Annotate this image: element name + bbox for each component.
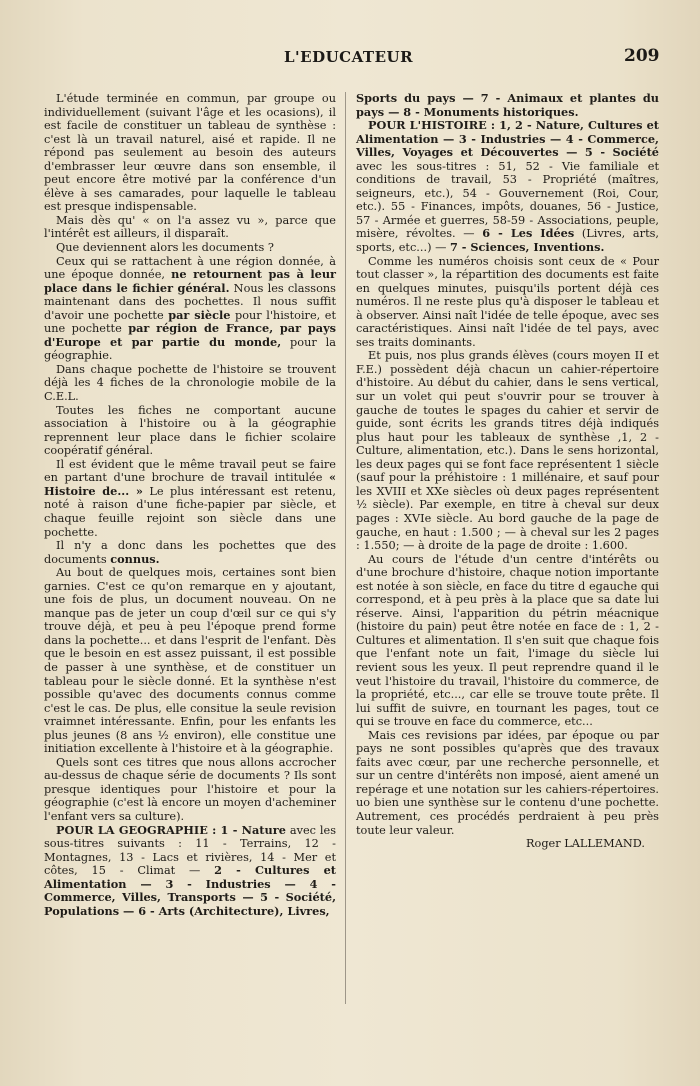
text-run: Le plus intéressant est retenu, noté à raison d'une fiche-papier par siècle, et chaque feuille rejoint son siècle dans une pochette. — [44, 484, 336, 539]
text-run: Nous les classons maintenant dans des pochettes. Il nous suffit d'avoir une pochette — [44, 281, 336, 322]
paragraph: Et puis, nos plus grands élèves (cours moyen II et F.E.) possèdent déjà chacun un cahier-répertoire d'histoire. Au début du cahier, dans le sens vertical, sur un volet qui peut s'ouvrir pour se trouver à gauche de toutes le spages du cahier et servir de guide, sont écrits les grands titres déjà indiqués plus haut pour les tableaux de synthèse ,1, 2 - Culture, alimentation, etc.). Dans le sens horizontal, les deux pages qui se font face représentent 1 siècle (sauf pour la préhistoire : 1 millénaire, et sauf pour les XVIII et XXe siècles où deux pages représentent ½ siècle). Par exemple, en titre à cheval sur deux pages : XVIe siècle. Au bord gauche de la page de gauche, en haut : 1.500 ; — à cheval sur les 2 pages : 1.550; — à droite de la page de droite : 1.600. — [356, 349, 659, 553]
history-paragraph — [356, 119, 659, 254]
text-run: Il est évident que le même travail peut se faire en partant d'une brochure de travail intitulée — [44, 457, 336, 485]
paragraph: Mais dès qu' « on l'a assez vu », parce que l'intérêt est ailleurs, il disparaît. — [44, 213, 336, 241]
page-header — [0, 46, 700, 72]
text-run: Il n'y a donc dans les pochettes que des documents — [44, 539, 336, 566]
paragraph — [356, 92, 659, 119]
geography-paragraph — [44, 824, 336, 919]
paragraph: Toutes les fiches ne comportant aucune association à l'histoire ou à la géographie reprennent leur place dans le fichier scolaire coopératif général. — [44, 403, 336, 458]
paragraph: L'étude terminée en commun, par groupe ou individuellement (suivant l'âge et les ocasions), il est facile de constituer un tableau de synthèse : c'est là un travail naturel, aisé et rapide. Il ne répond pas seulement au besoin des auteurs d'embrasser leur œuvre dans son ensemble, il peut encore être motivé par la conférence d'un élève à ses camarades, pour laquelle le tableau est presque indispensable. — [44, 92, 336, 214]
bold-text: 6 - Les Idées — [482, 226, 575, 241]
author-signature: Roger LALLEMAND. — [526, 837, 645, 851]
bold-text: par siècle — [168, 307, 231, 322]
bold-text: POUR LA GEOGRAPHIE : 1 - Nature — [56, 822, 286, 837]
page-number: 209 — [624, 46, 660, 66]
text-run: avec les sous-titres suivants : 11 - Terrains, 12 - Montagnes, 13 - Lacs et rivières, 14 - Mer et côtes, 15 - Climat — — [44, 823, 336, 878]
paragraph: Quels sont ces titres que nous allons accrocher au-dessus de chaque série de documents ? Ils sont presque identiques pour l'histoire et pour la géographie (c'est là encore un moyen d'acheminer l'enfant vers sa culture). — [44, 755, 336, 823]
bold-text: ne retournent pas à leur place dans le fichier général. — [44, 267, 336, 295]
journal-title: L'EDUCATEUR — [284, 48, 414, 66]
paragraph — [44, 255, 336, 363]
bold-text: Sports du pays — 7 - Animaux et plantes du pays — 8 - Monuments historiques. — [356, 91, 659, 119]
paragraph: Au cours de l'étude d'un centre d'intérêts ou d'une brochure d'histoire, chaque notion importante est notée à son siècle, en face du titre d egauche qui correspond, et à peu près à la place que sa date lui réserve. Ainsi, l'apparition du pétrin méacnique (histoire du pain) peut être notée en face de : 1, 2 - Cultures et alimentation. Il s'en suit que chaque fois que l'enfant note un fait, l'image du siècle lui revient sous les yeux. Il peut reprendre quand il le veut l'histoire du travail, l'histoire du commerce, de la propriété, etc..., car elle se trouve toute prête. Il lui suffit de suivre, en tournant les pages, tout ce qui se trouve en face du commerce, etc... — [356, 552, 659, 729]
text-run: Ceux qui se rattachent à une région donnée, à une époque donnée, — [44, 254, 336, 282]
paragraph: Au bout de quelques mois, certaines sont bien garnies. C'est ce qu'on remarque en y ajoutant, une fois de plus, un document nouveau. On ne manque pas de jeter un coup d'œil sur ce qui s'y trouve déjà, et peu à peu l'époque prend forme dans la pochette... et dans l'esprit de l'enfant. Dès que le besoin en est assez puissant, il est possible de passer à une synthèse, et de constituer un tableau pour le siècle donné. Et la synthèse n'est possible qu'avec des documents connus comme c'est le cas. De plus, elle consitue la seule revision vraimnet intéressante. Enfin, pour les enfants les plus jeunes (8 ans ½ environ), elle constitue une initiation excellente à l'histoire et à la géographie. — [44, 566, 336, 756]
bold-text: 7 - Sciences, Inventions. — [449, 240, 605, 255]
paragraph: Dans chaque pochette de l'histoire se trouvent déjà les 4 fiches de la chronologie mobile de la C.E.L. — [44, 362, 336, 404]
text-run: pour la géographie. — [44, 335, 336, 363]
paragraph — [44, 539, 336, 566]
text-run: pour l'histoire, et une pochette — [44, 308, 336, 336]
text-run: (Livres, arts, sports, etc...) — — [356, 227, 659, 255]
left-column — [44, 92, 336, 918]
bold-text: 2 - Cultures et Alimentation — 3 - Industries — 4 - Commerce, Villes, Transports — 5 - Société, Populations — 6 - Arts (Architecture), Livres, — [44, 863, 336, 918]
paragraph: Que deviennent alors les documents ? — [56, 241, 274, 255]
paragraph: Mais ces revisions par idées, par époque ou par pays ne sont possibles qu'après que des travaux faits avec cœur, par une recherche personnelle, et sur un centre d'intérêts non imposé, aient amené un repérage et une notation sur les cahiers-répertoires. uo bien une synthèse sur le contenu d'une pochette. Autrement, ces procédés perdraient à peu près toute leur valeur. — [356, 728, 659, 837]
bold-text: POUR L'HISTOIRE : 1, 2 - Nature, Cultures et Alimentation — 3 - Industries — 4 - Commerce, Villes, Voyages et Découvertes — 5 - Société — [356, 118, 659, 160]
right-column — [356, 92, 659, 851]
column-divider — [345, 92, 346, 1004]
bold-text: par région de France, par pays d'Europe et par partie du monde, — [44, 321, 336, 349]
bold-text: « Histoire de... » — [44, 470, 336, 498]
paragraph: Comme les numéros choisis sont ceux de « Pour tout classer », la répartition des documents est faite en quelques minutes, puisqu'ils portent déjà ces numéros. Il ne reste plus qu'à disposer le tableau et à observer. Ainsi naît l'idée de telle époque, avec ses caractéristiques. Ainsi naît l'idée de tel pays, avec ses traits dominants. — [356, 254, 659, 349]
bold-text: connus. — [110, 551, 160, 566]
text-run: avec les sous-titres : 51, 52 - Vie familiale et conditions de travail, 53 - Propriété (maîtres, seigneurs, etc.), 54 - Gouvernement (Roi, Cour, etc.). 55 - Finances, impôts, douanes, 56 - Justice, 57 - Armée et guerres, 58-59 - Associations, peuple, misère, révoltes. — — [356, 159, 659, 241]
paragraph — [44, 458, 336, 539]
